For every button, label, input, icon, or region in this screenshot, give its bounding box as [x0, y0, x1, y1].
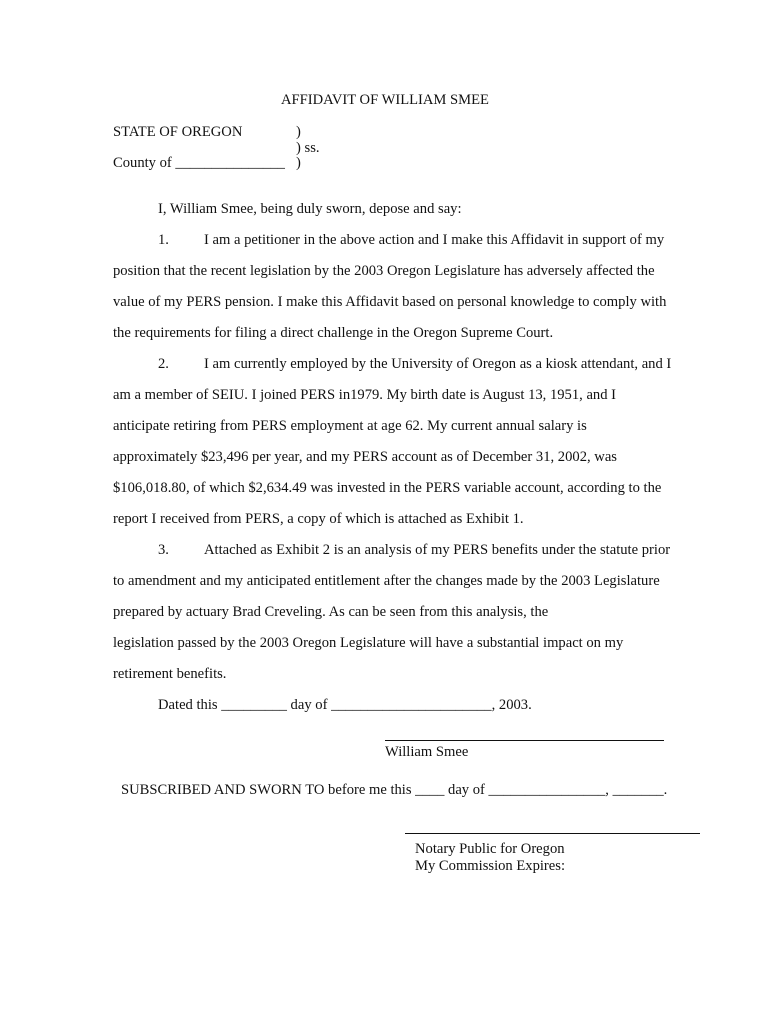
- caption-ss: ) ss.: [296, 140, 320, 156]
- paragraph-line: Attached as Exhibit 2 is an analysis of my PERS benefits under the statute prior: [204, 542, 671, 558]
- notary-commission: My Commission Expires:: [415, 858, 565, 874]
- paragraph-line: approximately $23,496 per year, and my PERS account as of December 31, 2002, was: [113, 449, 617, 465]
- paragraph-line: retirement benefits.: [113, 666, 227, 682]
- paragraph-number: 2.: [158, 356, 169, 372]
- notary-signature-line: [405, 833, 700, 834]
- paragraph-line: report I received from PERS, a copy of which is attached as Exhibit 1.: [113, 511, 524, 527]
- caption-paren: ): [296, 155, 301, 171]
- paragraph-line: prepared by actuary Brad Creveling. As can be seen from this analysis, the: [113, 604, 549, 620]
- paragraph-line: am a member of SEIU. I joined PERS in1979. My birth date is August 13, 1951, and I: [113, 387, 617, 403]
- paragraph-line: the requirements for filing a direct challenge in the Oregon Supreme Court.: [113, 325, 554, 341]
- intro-statement: I, William Smee, being duly sworn, depose and say:: [158, 201, 462, 217]
- subscribed-sworn-line: SUBSCRIBED AND SWORN TO before me this ____ day of ________________, _______.: [121, 782, 668, 798]
- notary-title: Notary Public for Oregon: [415, 841, 565, 857]
- paragraph-line: I am a petitioner in the above action and I make this Affidavit in support of my: [204, 232, 665, 248]
- paragraph-number: 3.: [158, 542, 169, 558]
- county-caption: County of _______________: [113, 155, 285, 171]
- dated-line: Dated this _________ day of ______________________, 2003.: [158, 697, 532, 713]
- document-title: AFFIDAVIT OF WILLIAM SMEE: [281, 92, 489, 108]
- paragraph-line: position that the recent legislation by the 2003 Oregon Legislature has adversely affected the: [113, 263, 655, 279]
- paragraph-line: $106,018.80, of which $2,634.49 was invested in the PERS variable account, according to the: [113, 480, 662, 496]
- paragraph-line: to amendment and my anticipated entitlement after the changes made by the 2003 Legislature: [113, 573, 660, 589]
- paragraph-number: 1.: [158, 232, 169, 248]
- paragraph-line: anticipate retiring from PERS employment at age 62. My current annual salary is: [113, 418, 587, 434]
- state-caption: STATE OF OREGON: [113, 124, 243, 140]
- signature-line: [385, 740, 664, 741]
- signer-name: William Smee: [385, 744, 469, 760]
- caption-paren: ): [296, 124, 301, 140]
- paragraph-line: value of my PERS pension. I make this Affidavit based on personal knowledge to comply with: [113, 294, 667, 310]
- paragraph-line: legislation passed by the 2003 Oregon Legislature will have a substantial impact on my: [113, 635, 624, 651]
- paragraph-line: I am currently employed by the University of Oregon as a kiosk attendant, and I: [204, 356, 672, 372]
